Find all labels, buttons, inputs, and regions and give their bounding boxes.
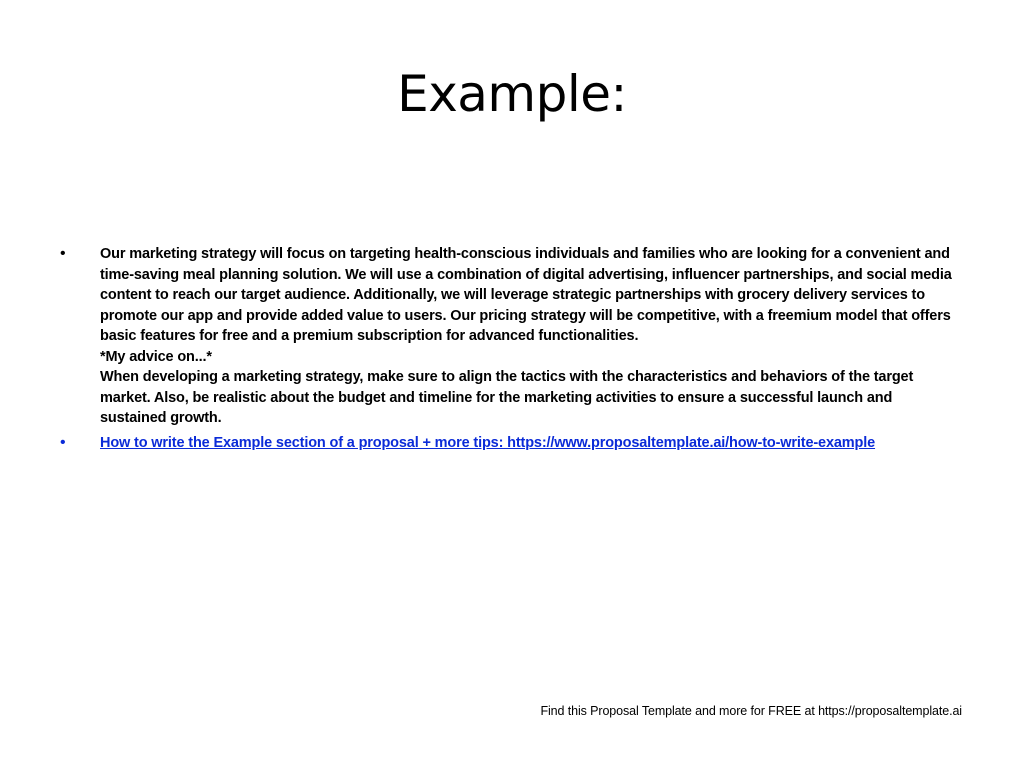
- advice-heading: *My advice on...*: [100, 348, 212, 365]
- bullet-item-strategy: [58, 244, 960, 429]
- bullet-marker: •: [60, 245, 66, 262]
- bullet-item-link: [58, 433, 960, 454]
- strategy-paragraph: Our marketing strategy will focus on targeting health-conscious individuals and families who are looking for a convenient and time-saving meal planning solution. We will use a combination of digital advertising, influencer partnerships, and social media content to reach our target audience. Additionally, we will leverage strategic partnerships with grocery delivery services to promote our app and provide added value to users. Our pricing strategy will be competitive, with a freemium model that offers basic features for free and a premium subscription for advanced functionalities.: [100, 246, 952, 344]
- bullet-list: [58, 244, 960, 457]
- slide-title: Example:: [397, 65, 627, 123]
- bullet-marker: •: [60, 433, 66, 451]
- advice-text: When developing a marketing strategy, make sure to align the tactics with the characteristics and behaviors of the target market. Also, be realistic about the budget and timeline for the marketing activities to ensure a successful launch and sustained growth.: [100, 369, 914, 426]
- how-to-write-link[interactable]: How to write the Example section of a proposal + more tips: https://www.proposaltemplate.ai/how-to-write-example: [100, 434, 876, 451]
- footer-note: Find this Proposal Template and more for FREE at https://proposaltemplate.ai: [540, 704, 962, 718]
